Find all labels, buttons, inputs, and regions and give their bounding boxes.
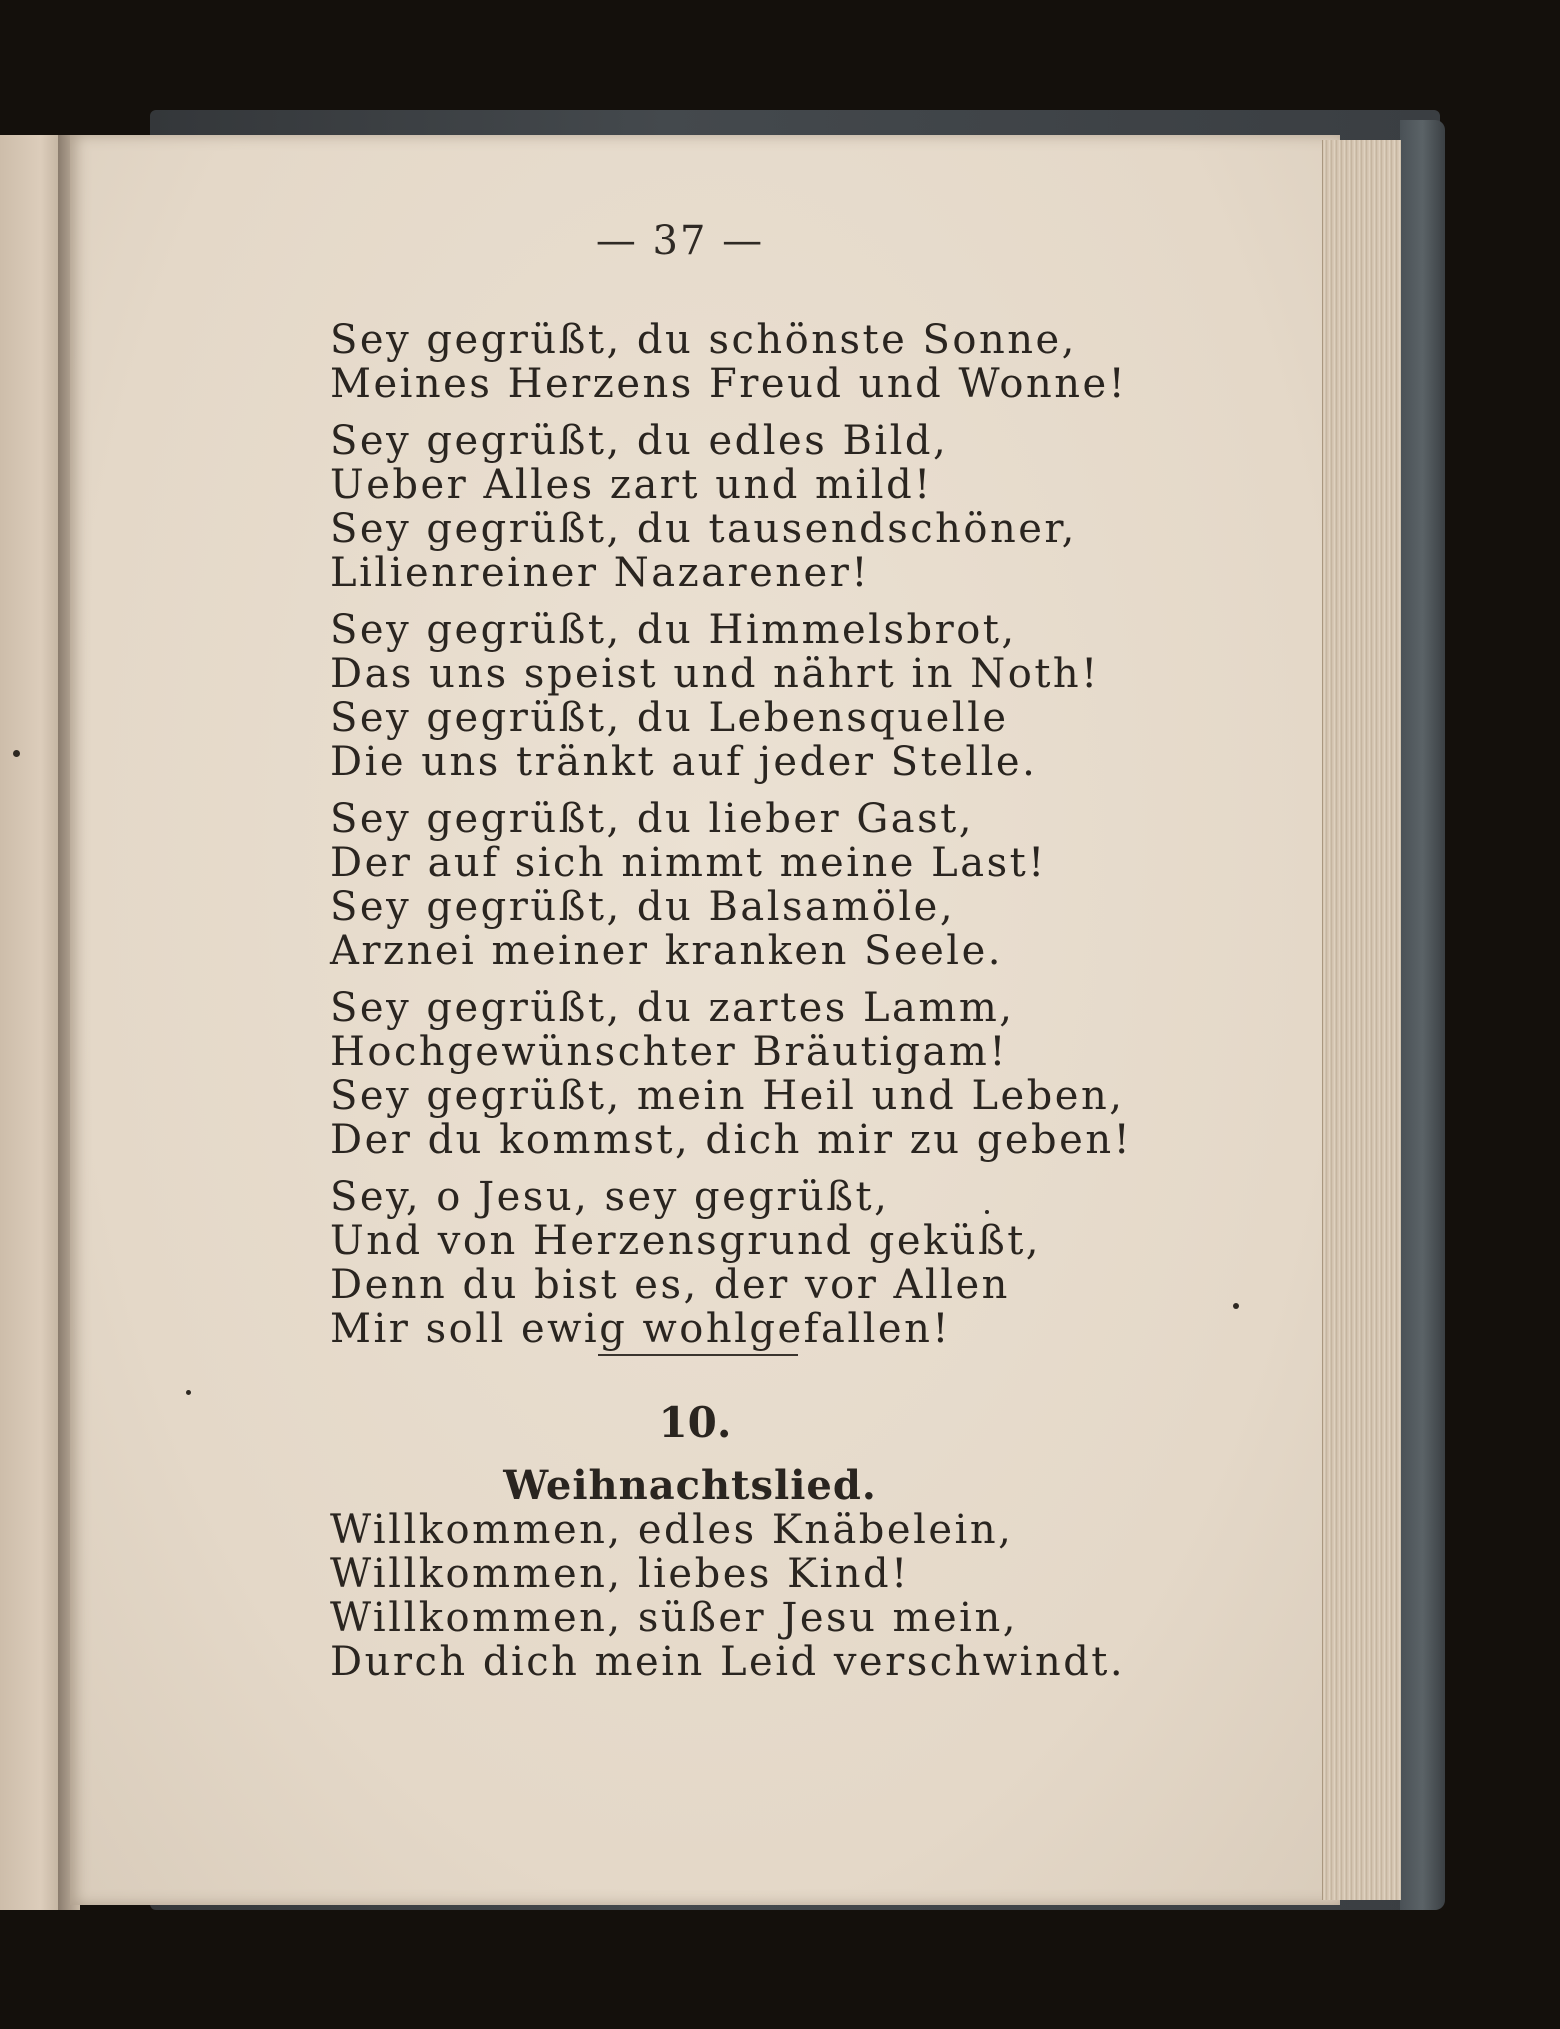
poem-line: Willkommen, süßer Jesu mein, [330,1595,1018,1641]
stanza-5 [330,985,1133,1163]
poem-line: Lilienreiner Nazarener! [330,550,870,596]
poem-line: Willkommen, liebes Kind! [330,1551,910,1597]
stanza-1 [330,318,1130,406]
stanza-3 [330,608,1130,784]
paper-speck [13,750,20,757]
poem-line: Der du kommst, dich mir zu geben! [330,1117,1133,1163]
poem-line: Und von Herzensgrund geküßt, [330,1218,1042,1264]
poem-line: Sey gegrüßt, du schönste Sonne, [330,317,1077,363]
poem-line: Sey gegrüßt, du lieber Gast, [330,796,974,842]
poem-line: Sey gegrüßt, du Balsamöle, [330,884,956,930]
stanza-6 [330,1175,1130,1351]
poem-line: Sey gegrüßt, du Himmelsbrot, [330,607,1017,653]
song-title: Weihnachtslied. [503,1462,877,1509]
poem-line: Der auf sich nimmt meine Last! [330,840,1047,886]
poem-line: Ueber Alles zart und mild! [330,462,933,508]
poem-line: Hochgewünschter Bräutigam! [330,1029,1008,1075]
paper-speck [1233,1303,1239,1309]
song-body [330,1508,1130,1684]
poem-line: Sey, o Jesu, sey gegrüßt, [330,1174,890,1220]
paper-speck [186,1390,191,1395]
poem-line: Denn du bist es, der vor Allen [330,1262,1010,1308]
poem-body [330,317,1133,1352]
poem-line: Durch dich mein Leid verschwindt. [330,1639,1126,1685]
poem-line: Sey gegrüßt, du tausendschöner, [330,506,1077,552]
page-number: — 37 — [595,218,765,264]
poem-line: Die uns tränkt auf jeder Stelle. [330,739,1038,785]
poem-line: Mir soll ewig wohlgefallen! [330,1306,951,1352]
poem-line: Sey gegrüßt, mein Heil und Leben, [330,1073,1125,1119]
poem-line: Meines Herzens Freud und Wonne! [330,361,1128,407]
song-number: 10. [658,1398,732,1447]
poem-line: Sey gegrüßt, du edles Bild, [330,418,949,464]
section-divider [598,1354,798,1356]
book-cover-edge [1400,120,1445,1910]
paper-speck [985,1210,989,1214]
poem-line: Sey gegrüßt, du zartes Lamm, [330,985,1015,1031]
stanza-4 [330,797,1130,973]
poem-line: Arznei meiner kranken Seele. [330,928,1003,974]
page-block-edges [1322,140,1401,1900]
stanza-2 [330,419,1130,595]
poem-line: Willkommen, edles Knäbelein, [330,1507,1014,1553]
poem-line: Sey gegrüßt, du Lebensquelle [330,695,1009,741]
poem-line: Das uns speist und nährt in Noth! [330,651,1100,697]
